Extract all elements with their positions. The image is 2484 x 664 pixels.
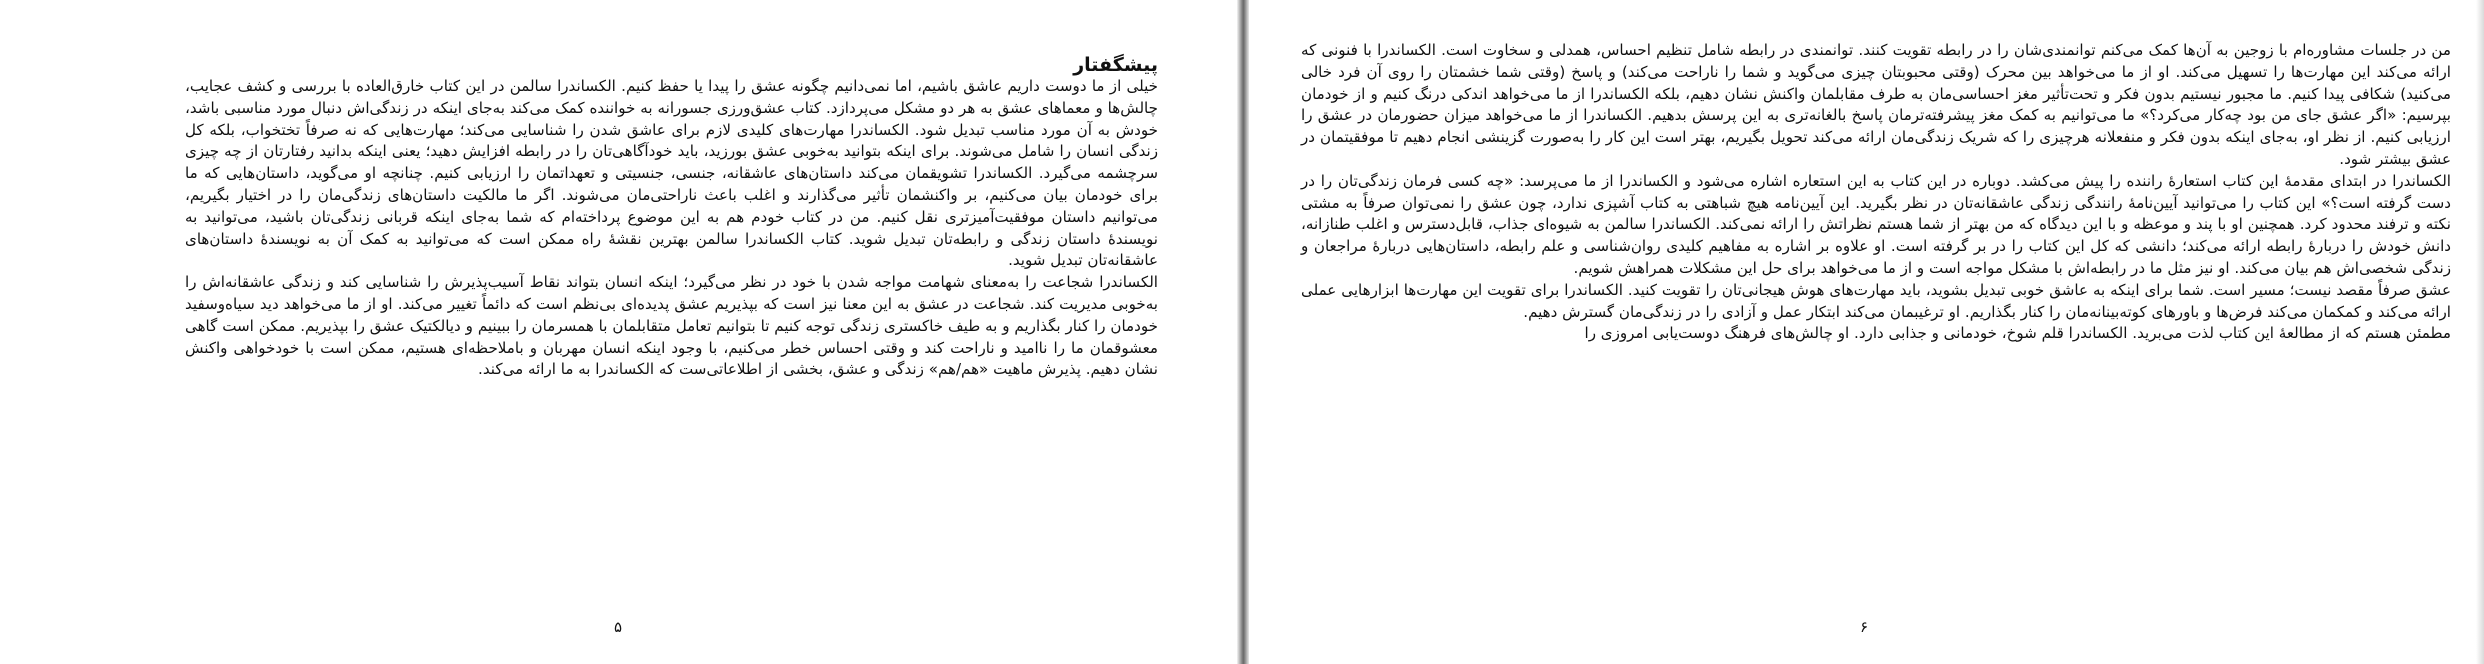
- paragraph: الکساندرا در ابتدای مقدمهٔ این کتاب استعارهٔ راننده را پیش می‌کشد. دوباره در این کتاب به این استعاره اشاره می‌شود و الکساندرا از ما می‌پرسد: «چه کسی فرمان زندگی‌تان را در دست گرفته است؟» این کتاب را می‌توانید آیین‌نامهٔ رانندگی زندگی عاشقانه‌تان در نظر بگیرید. این آیین‌نامه هیچ شباهتی به کتاب آشپزی ندارد، چون عشق را نمی‌توان صرفاً به مشتی نکته و ترفند محدود کرد. همچنین او با پند و موعظه و با این دیدگاه که من بهتر از شما هستم نظراتش را ارائه نمی‌کند. الکساندرا سالمن به شیوه‌ای جذاب، قابل‌دسترس و اغلب طنازانه، دانش خودش را دربارهٔ رابطه ارائه می‌کند؛ دانشی که کل این کتاب را در بر گرفته است. او علاوه بر اشاره به مفاهیم کلیدی روان‌شناسی و علم رابطه، داستان‌هایی دربارهٔ مراجعان و زندگی شخصی‌اش هم بیان می‌کند. او نیز مثل ما در رابطه‌اش با مشکل مواجه است و از ما می‌خواهد برای حل این مشکلات همراهش شویم.: [1301, 171, 2451, 277]
- right-page: [1249, 0, 2484, 664]
- book-gutter: [1237, 0, 1249, 664]
- paragraph: من در جلسات مشاوره‌ام با زوجین به آن‌ها کمک می‌کنم توانمندی‌شان را در رابطه تقویت کنند. توانمندی در رابطه شامل تنظیم احساس، همدلی و سخاوت است. الکساندرا با فنونی که ارائه می‌کند این مهارت‌ها را تسهیل می‌کند. او از ما می‌خواهد بین محرک (وقتی محبوبتان چیزی می‌گوید و شما را ناراحت می‌کند) و پاسخ (وقتی شما خشمتان را روی آن فرد خالی می‌کنید) شکافی پیدا کنیم. ما مجبور نیستیم بدون فکر و تحت‌تأثیر مغز احساسی‌مان به طرف مقابلمان واکنش نشان دهیم، بلکه الکساندرا از ما می‌خواهد اندکی درنگ کنیم و از خودمان بپرسیم: «اگر عشق جای من بود چه‌کار می‌کرد؟» ما می‌توانیم به کمک مغز پیشرفته‌ترمان پاسخ بالغانه‌تری به این پرسش بدهیم. الکساندرا از ما می‌خواهد میزان حضورمان در عشق را ارزیابی کنیم. از نظر او، به‌جای اینکه بدون فکر و منفعلانه هرچیزی را که شریک زندگی‌مان ارائه می‌کند تحویل بگیریم، بهتر است این کار را به‌صورت گزینشی انجام دهیم تا موفقیتمان در عشق بیشتر شود.: [1301, 41, 2451, 168]
- page-number: ۵: [614, 618, 623, 636]
- paragraph: عشق صرفاً مقصد نیست؛ مسیر است. شما برای اینکه به عاشق خوبی تبدیل بشوید، باید مهارت‌های هوش هیجانی‌تان را تقویت کنید. الکساندرا برای تقویت این مهارت‌ها ابزارهایی عملی ارائه می‌کند و کمکمان می‌کند فرض‌ها و باورهای کوته‌بینانه‌مان را کنار بگذاریم. او ترغیبمان می‌کند ابتکار عمل و آزادی را در زندگی‌مان گسترش دهیم.: [1301, 280, 2451, 321]
- right-page-body: [1301, 40, 2451, 345]
- page-edge: [2476, 0, 2484, 664]
- left-page-body: [185, 76, 1158, 381]
- paragraph: مطمئن هستم که از مطالعهٔ این کتاب لذت می‌برید. الکساندرا قلم شوخ، خودمانی و جذابی دارد. او چالش‌های فرهنگ دوست‌یابی امروزی را: [1584, 324, 2451, 343]
- page-heading: پیشگفتار: [1073, 54, 1158, 76]
- paragraph: الکساندرا شجاعت را به‌معنای شهامت مواجه شدن با خود در نظر می‌گیرد؛ اینکه انسان بتواند نقاط آسیب‌پذیرش را شناسایی کند و زندگی عاشقانه‌اش را به‌خوبی مدیریت کند. شجاعت در عشق به این معنا نیز است که بپذیریم عشق پدیده‌ای بی‌نظم است که دائماً تغییر می‌کند. او از ما می‌خواهد دید سیاه‌وسفید خودمان را کنار بگذاریم و به طیف خاکستری زندگی توجه کنیم تا بتوانیم تعامل متقابلمان با همسرمان را ببینیم و دیالکتیک عشق را بپذیریم. ممکن است گاهی معشوقمان ما را ناامید و ناراحت کند و وقتی احساس خطر می‌کنیم، با وجود اینکه انسان مهربان و باملاحظه‌ای هستیم، ممکن است با خودخواهی واکنش نشان دهیم. پذیرش ماهیت «هم/هم» زندگی و عشق، بخشی از اطلاعاتی‌ست که الکساندرا به ما ارائه می‌کند.: [185, 273, 1158, 379]
- left-page: [0, 0, 1237, 664]
- paragraph: خیلی از ما دوست داریم عاشق باشیم، اما نمی‌دانیم چگونه عشق را پیدا یا حفظ کنیم. الکساندرا سالمن در این کتاب خارق‌العاده با بررسی و کشف عجایب، چالش‌ها و معماهای عشق به هر دو مشکل می‌پردازد. کتاب عشق‌ورزی جسورانه به خواننده کمک می‌کند به‌جای اینکه در زندگی‌اش دنبال مورد مناسبی باشد، خودش به آن مورد مناسب تبدیل شود. الکساندرا مهارت‌های کلیدی لازم برای عاشق شدن را شناسایی می‌کند؛ مهارت‌هایی که نه صرفاً تختخواب، بلکه کل زندگی انسان را شامل می‌شوند. برای اینکه بتوانید به‌خوبی عشق بورزید، باید خودآگاهی‌تان را در رابطه افزایش دهید؛ یعنی اینکه بدانید رفتارتان از چه چیزی سرچشمه می‌گیرد. الکساندرا تشویقمان می‌کند داستان‌های عاشقانه، جنسی، جنسیتی و تعهداتمان را ارزیابی کنیم. چنانچه او می‌گوید، داستان‌هایی که ما برای خودمان بیان می‌کنیم، بر واکنشمان تأثیر می‌گذارند و اغلب باعث ناراحتی‌مان می‌شوند. اگر ما مالکیت داستان‌های زندگی‌مان را در اختیار بگیریم، می‌توانیم داستان موفقیت‌آمیزتری نقل کنیم. من در کتاب خودم هم به این موضوع پرداخته‌ام که شما به‌جای اینکه قربانی زندگی‌تان باشید، می‌توانید به نویسندهٔ داستان زندگی و رابطه‌تان تبدیل شوید. کتاب الکساندرا سالمن بهترین نقشهٔ راه ممکن است که می‌توانید به کمک آن به نویسندهٔ داستان‌های عاشقانه‌تان تبدیل شوید.: [185, 77, 1158, 270]
- page-number: ۶: [1860, 618, 1869, 636]
